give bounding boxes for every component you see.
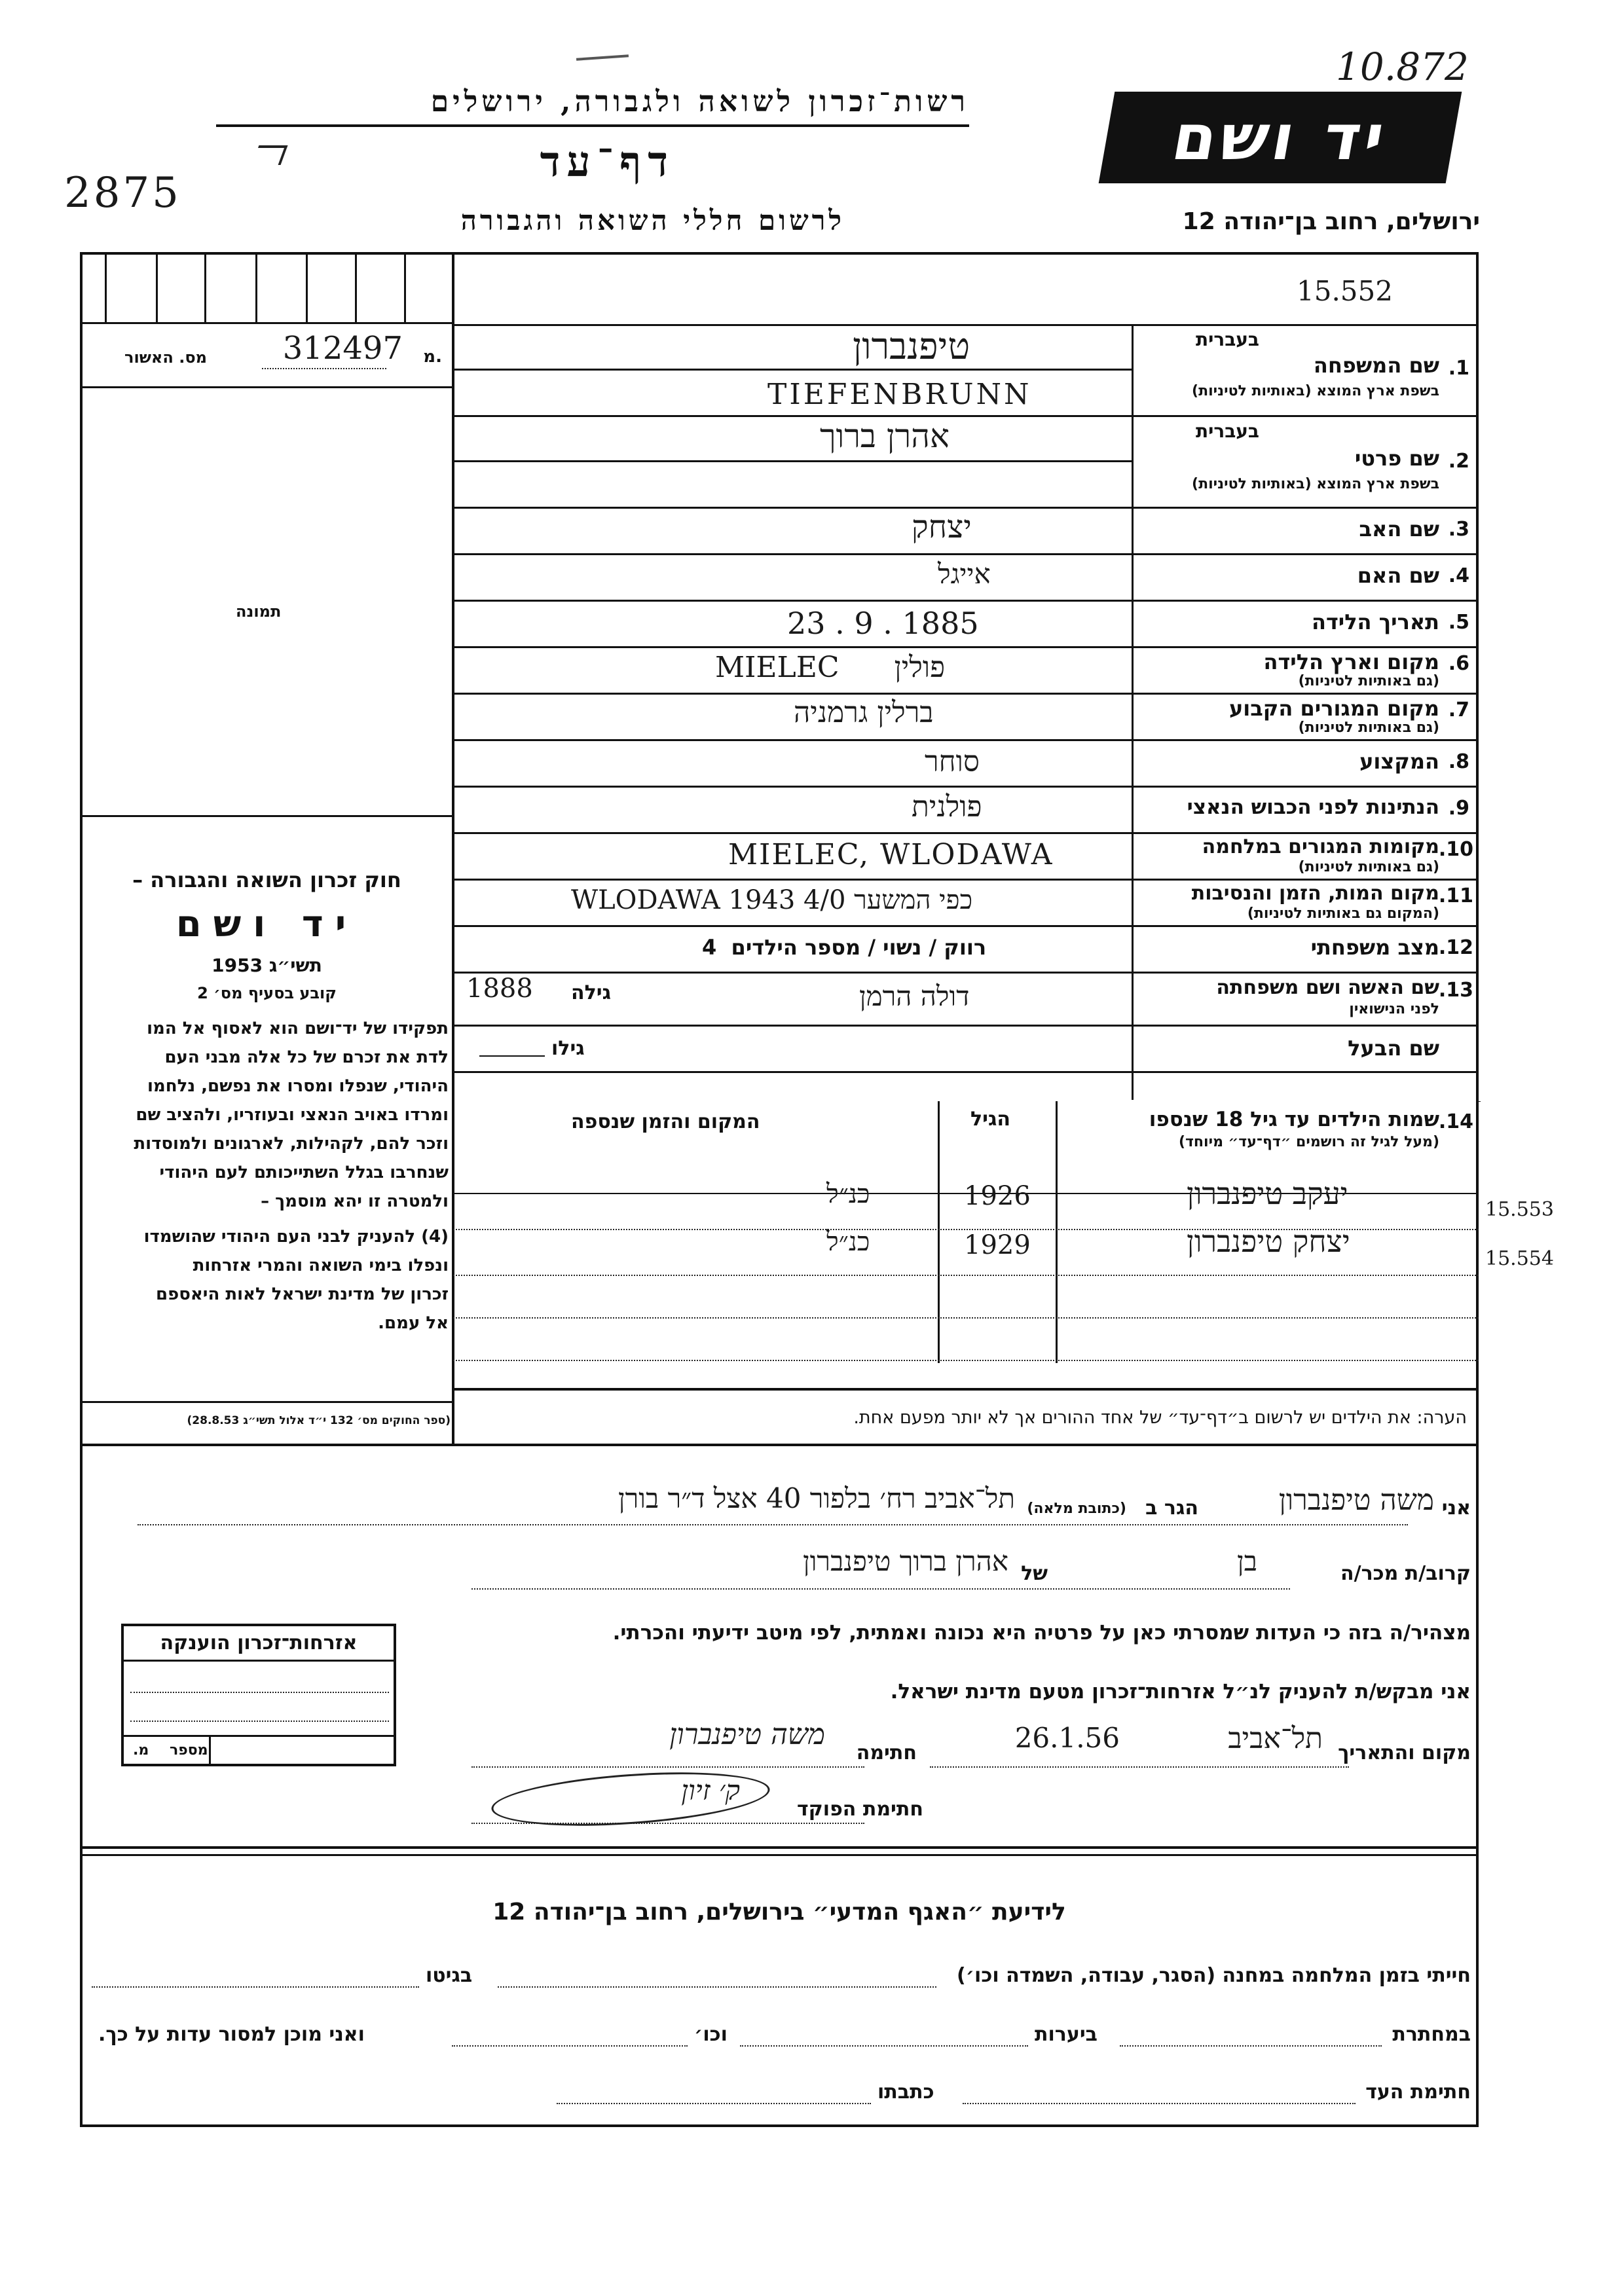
footer-line3-a: חתימת העד — [1365, 2081, 1471, 2104]
decl-clerk-label: חתימת הפוקד — [797, 1798, 923, 1821]
decl-relative-value: בן — [1237, 1545, 1257, 1577]
field-6-num: 6. — [1448, 652, 1469, 675]
decl-date-value: 26.1.56 — [1014, 1722, 1120, 1754]
field-11-note: (המקום גם באותיות לטיניות) — [1247, 905, 1439, 922]
field-6-label: מקום וארץ הלידה — [1263, 649, 1439, 674]
field-12-label: מצב משפחתי — [1310, 935, 1439, 960]
child-row-1 — [453, 1176, 1479, 1226]
footer-line2-a: במחתרת — [1392, 2023, 1471, 2046]
field-6-note: (גם באותיות לטיניות) — [1298, 673, 1439, 689]
children-note: (מעל לגיל זה רושמים ״דף־עד״ מיוחד) — [1178, 1134, 1439, 1150]
law-text-6: שנחרבו בגלל השתייכותם לעם היהודי — [159, 1163, 449, 1182]
field-2-note: בשפת ארץ המוצא (באותיות לטיניות) — [1192, 476, 1439, 492]
field-3-value: יצחק — [912, 509, 972, 545]
field-6-value: MIELEC פולין — [715, 651, 946, 684]
footer-line-2 — [85, 2023, 1473, 2062]
field-11-label: מקום המות, הזמן והנסיבות — [1191, 882, 1439, 905]
footer-line-1 — [85, 1964, 1473, 2003]
form-subtitle: לרשום חללי השואה והגבורה — [460, 204, 845, 236]
decl-address-note: (כתובת מלאה) — [1027, 1501, 1126, 1517]
field-7-value: ברלין גרמניה — [794, 696, 934, 729]
children-col-place: המקום והזמן שנספה — [571, 1110, 760, 1133]
decl-clerk-value: ק׳ זיון — [681, 1774, 740, 1806]
law-section: קובע בסעיף מס׳ 2 — [197, 984, 337, 1002]
children-num: 14. — [1438, 1110, 1473, 1133]
field-row-13 — [453, 974, 1479, 1027]
authority-underline — [216, 124, 969, 127]
child-1-note: 15.553 — [1485, 1198, 1554, 1221]
child-2-year: 1929 — [964, 1230, 1031, 1260]
field-13-num: 13. — [1438, 979, 1473, 1002]
approval-prefix: מ. — [423, 347, 442, 367]
field-2-value: אהרן ברוך — [820, 417, 950, 455]
field-row-husband — [453, 1027, 1479, 1073]
field-10-note: (גם באותיות לטיניות) — [1298, 859, 1439, 875]
form-title: דף־עד — [540, 137, 674, 187]
yad-vashem-logo — [1099, 92, 1462, 183]
footer-double-line-1 — [80, 1846, 1479, 1849]
field-12-value: רווק / נשוי / מספר הילדים 4 — [702, 935, 987, 960]
law-year: תשי״ג 1953 — [212, 955, 322, 976]
law-text-7: ולמטרה זו יהא מוסמך – — [261, 1192, 449, 1211]
footer-double-line-2 — [80, 1854, 1479, 1856]
decl-resides-label: הגר ב — [1145, 1497, 1198, 1520]
footer-line1-b: בגיטו — [426, 1964, 473, 1987]
decl-signature-label: חתימה — [856, 1741, 917, 1764]
field-9-value: פולנית — [912, 790, 982, 824]
field-1-note-top: בעברית — [1195, 329, 1259, 350]
top-scratch-mark — [576, 54, 629, 61]
law-text-5: וזכר להם, לקהילות, לארגונים ולמוסדות — [134, 1134, 449, 1154]
footer-line2-b: ביערות — [1035, 2023, 1098, 2046]
field-13-label: שם האשה ושם משפחתה — [1216, 976, 1439, 999]
child-2-note: 15.554 — [1485, 1247, 1554, 1270]
top-right-note: 15.552 — [1297, 275, 1393, 307]
handwritten-form-number: 2875 — [64, 169, 181, 217]
approval-label: מס. האשור — [124, 348, 207, 367]
field-row-6 — [453, 648, 1479, 695]
fields-area — [453, 325, 1479, 1104]
photo-bottom-line — [80, 815, 453, 817]
header-address: ירושלים, רחוב בן־יהודה 12 — [1182, 208, 1480, 235]
field-row-5 — [453, 602, 1479, 648]
remark: הערה: את הילדים יש לרשום ב״דף־עד״ של אחד ההורים אך לא יותר מפעם אחת. — [853, 1408, 1467, 1428]
remark-top-line — [453, 1388, 1479, 1391]
decl-signature-value: משה טיפנברון — [669, 1718, 825, 1751]
decl-of-value: אהרן ברוך טיפנברון — [802, 1545, 1008, 1577]
child-1-year: 1926 — [964, 1181, 1031, 1211]
field-4-label: שם האם — [1357, 563, 1439, 588]
law-text-4: ומרדו באויב הנאצי ובעוזריו, ולהציב שם — [136, 1105, 449, 1125]
law-text-10: זכרון של מדינת ישראל לאות היאספם — [156, 1285, 449, 1304]
law-text-9: ונפלו בימי השואה והמרי אזרחות — [193, 1256, 449, 1275]
field-2-num: 2. — [1448, 450, 1469, 473]
field-1-value-latin: TIEFENBRUNN — [767, 378, 1032, 411]
law-name: יד ושם — [175, 903, 358, 945]
field-1-num: 1. — [1448, 357, 1469, 380]
children-col-age: הגיל — [970, 1108, 1010, 1131]
field-12-num: 12. — [1438, 936, 1473, 959]
photo-label: תמונה — [236, 602, 282, 621]
field-row-7 — [453, 695, 1479, 741]
field-5-num: 5. — [1448, 611, 1469, 634]
footer-title: לידיעת ״האגף המדעי״ בירושלים, רחוב בן־יהודה 12 — [492, 1899, 1066, 1925]
field-9-num: 9. — [1448, 797, 1469, 820]
photo-top-line — [80, 386, 453, 388]
field-row-1 — [453, 325, 1479, 417]
field-11-num: 11. — [1438, 884, 1473, 907]
field-8-label: המקצוע — [1359, 749, 1439, 774]
decl-address-value: תל־אביב רח׳ בלפור 40 אצל ד״ר בורן — [618, 1482, 1015, 1514]
children-label: שמות הילדים עד גיל 18 שנספו — [1149, 1108, 1439, 1131]
law-text-8: (4) להעניק לבני העם היהודי שהושמדו — [143, 1227, 449, 1247]
field-4-num: 4. — [1448, 564, 1469, 587]
field-7-num: 7. — [1448, 699, 1469, 721]
field-10-value: MIELEC, WLODAWA — [728, 838, 1054, 871]
law-text-11: אל עמם. — [378, 1313, 449, 1333]
field-4-value: אייגל — [938, 558, 991, 590]
field-3-num: 3. — [1448, 518, 1469, 541]
field-2-label: שם פרטי — [1354, 446, 1439, 471]
top-stub-strip — [80, 252, 453, 324]
remark-bottom-line — [80, 1444, 1479, 1446]
law-title: חוק זכרון השואה והגבורה – — [132, 867, 401, 892]
child-row-2 — [453, 1224, 1479, 1275]
field-7-note: (גם באותיות לטיניות) — [1298, 720, 1439, 736]
field-13-age-label: גילה — [571, 981, 611, 1004]
field-8-value: סוחר — [925, 745, 980, 778]
field-9-label: הנתינות לפני הכבוש הנאצי — [1187, 795, 1439, 819]
field-11-value: WLODAWA 1943 4/0 כפי המשער — [571, 885, 973, 915]
field-13-value: דולה הרמן — [859, 980, 970, 1012]
field-7-label: מקום המגורים הקבוע — [1228, 696, 1439, 721]
law-text-1: תפקידו של יד־ושם הוא לאסוף אל המו — [147, 1019, 449, 1038]
field-row-12 — [453, 927, 1479, 974]
authority-line: רשות־זכרון לשואה ולגבורה, ירושלים — [430, 85, 969, 118]
decl-place-date-label: מקום והתאריך — [1338, 1741, 1471, 1764]
field-10-num: 10. — [1438, 838, 1473, 861]
decl-i-label: אני — [1441, 1497, 1471, 1520]
field-row-11 — [453, 881, 1479, 927]
law-source-top-line — [80, 1401, 453, 1403]
law-source: (ספר החוקים מס׳ 132 י״ד אלול תשי״ג 28.8.53) — [187, 1414, 451, 1427]
field-8-num: 8. — [1448, 750, 1469, 773]
footer-line2-d: ואני מוכן למסור עדות על כך. — [98, 2023, 365, 2046]
corner-tick-mark — [252, 145, 288, 165]
footer-line-3 — [85, 2081, 1473, 2120]
field-husband-age-label: גילו — [551, 1037, 585, 1060]
field-5-label: תאריך הלידה — [1311, 610, 1439, 634]
law-block — [85, 867, 449, 1338]
top-annotation: 10.872 — [1336, 45, 1469, 89]
field-row-3 — [453, 509, 1479, 555]
field-row-10 — [453, 834, 1479, 881]
field-husband-label: שם הבעל — [1348, 1036, 1439, 1061]
memorial-box-title: אזרחות־זכרון הוענקה — [124, 1626, 394, 1662]
field-row-9 — [453, 788, 1479, 834]
logo-text: יד ושם — [1166, 101, 1394, 174]
memorial-box — [121, 1624, 396, 1766]
footer-line2-c: וכו׳ — [694, 2023, 728, 2046]
child-1-place: כנ״ל — [826, 1179, 870, 1209]
field-10-label: מקומות המגורים במלחמה — [1202, 835, 1439, 858]
field-2-note-top: בעברית — [1195, 420, 1259, 442]
decl-relative-label: קרוב/ת מכר/ה — [1340, 1562, 1471, 1585]
approval-value: 312497 — [282, 330, 403, 367]
field-row-2 — [453, 417, 1479, 509]
memorial-number-prefix: מ. — [133, 1742, 149, 1758]
field-13-age-value: 1888 — [466, 974, 533, 1004]
field-1-note: בשפת ארץ המוצא (באותיות לטיניות) — [1192, 383, 1439, 399]
field-13-note: לפני הנישואין — [1349, 1001, 1439, 1017]
law-text-3: היהודי, שנפלו ומסרו את נפשם, נלחמו — [147, 1076, 449, 1096]
decl-place-value: תל־אביב — [1228, 1722, 1323, 1755]
field-row-8 — [453, 741, 1479, 788]
decl-request: אני מבקש/ת להעניק לנ״ל אזרחות־זכרון מטעם מדינת ישראל. — [890, 1680, 1471, 1704]
field-1-value: טיפנברון — [853, 325, 970, 368]
footer-line1-a: חייתי בזמן המלחמה במחנה (הסגר, עבודה, השמדה וכו׳) — [957, 1964, 1471, 1987]
decl-i-value: משה טיפנברון — [1278, 1484, 1434, 1517]
field-1-label: שם המשפחה — [1313, 353, 1439, 378]
child-2-name: יצחק טיפנברון — [1187, 1224, 1350, 1259]
memorial-number-label: מספר — [170, 1742, 208, 1758]
children-table — [453, 1101, 1479, 1389]
footer-line3-b: כתבתו — [877, 2081, 934, 2104]
decl-of-label: של — [1021, 1562, 1048, 1585]
field-5-value: 23 . 9 . 1885 — [787, 606, 979, 641]
field-3-label: שם האב — [1359, 517, 1439, 541]
decl-statement: מצהיר/ה בזה כי העדות שמסרתי כאן על פרטיה היא נכונה ואמתית, לפי מיטב ידיעתי והכרתי. — [612, 1621, 1471, 1645]
child-2-place: כנ״ל — [826, 1227, 870, 1257]
law-text-2: לדת את זכרם של כל אלה מבני העם — [164, 1048, 449, 1067]
approval-row — [85, 327, 449, 386]
field-row-4 — [453, 555, 1479, 602]
child-1-name: יעקב טיפנברון — [1187, 1176, 1348, 1211]
